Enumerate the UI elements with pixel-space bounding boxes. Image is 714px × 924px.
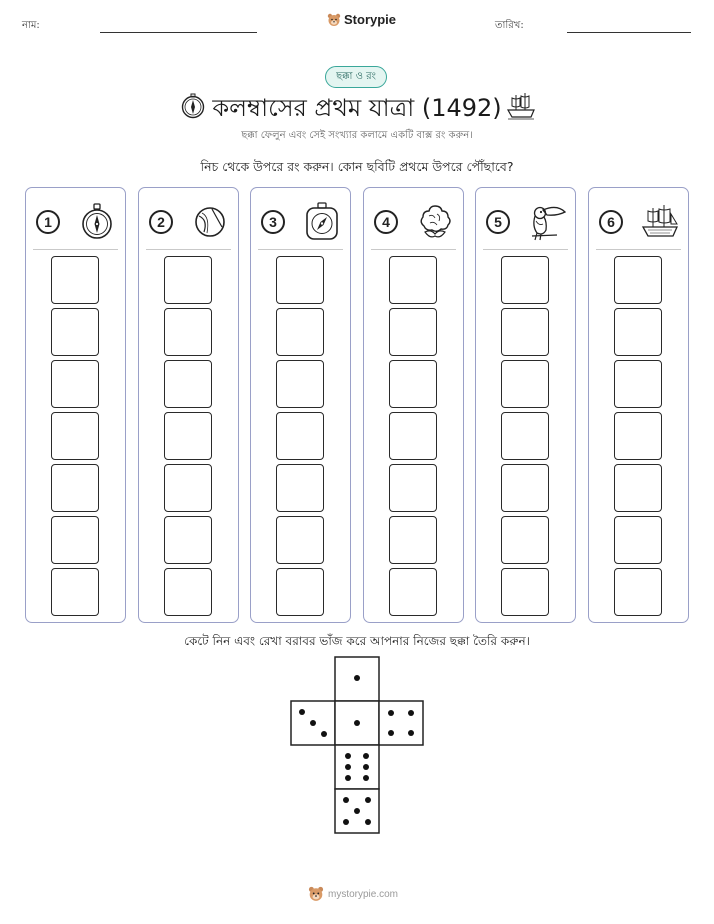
bear-mascot-icon [327, 13, 341, 27]
compass-icon [77, 202, 117, 242]
brand-logo [327, 12, 396, 27]
toucan-bird-icon [527, 202, 567, 242]
coloring-box[interactable] [389, 412, 437, 460]
dice-pip [345, 764, 351, 770]
dice-face-4 [379, 701, 423, 745]
bear-mascot-icon [308, 886, 324, 902]
dice-pip [365, 797, 371, 803]
coloring-box[interactable] [51, 256, 99, 304]
coloring-box[interactable] [164, 256, 212, 304]
coloring-box[interactable] [164, 516, 212, 564]
coloring-box[interactable] [501, 308, 549, 356]
coloring-box[interactable] [164, 412, 212, 460]
coloring-box[interactable] [51, 308, 99, 356]
dice-pip [299, 709, 305, 715]
coloring-box[interactable] [614, 412, 662, 460]
coloring-box[interactable] [276, 568, 324, 616]
column-1 [25, 187, 126, 623]
name-label: নাম: [22, 20, 40, 31]
coloring-box[interactable] [389, 308, 437, 356]
coloring-box[interactable] [276, 360, 324, 408]
column-divider [258, 249, 343, 250]
column-5 [475, 187, 576, 623]
date-label: তারিখ: [495, 20, 524, 31]
coloring-box[interactable] [389, 360, 437, 408]
column-2 [138, 187, 239, 623]
dice-pip [354, 808, 360, 814]
coloring-box[interactable] [501, 516, 549, 564]
coloring-box[interactable] [164, 464, 212, 512]
activity-badge: ছক্কা ও রং [325, 66, 387, 88]
dice-pip [363, 775, 369, 781]
subtitle: ছক্কা ফেলুন এবং সেই সংখ্যার কলামে একটি বাক্স রং করুন। [241, 130, 473, 141]
dice-pip [343, 819, 349, 825]
dice-pip [365, 819, 371, 825]
dice-net[interactable] [290, 656, 424, 836]
coloring-box[interactable] [389, 516, 437, 564]
coloring-box[interactable] [51, 568, 99, 616]
dice-pip [345, 775, 351, 781]
sailing-ship-icon [640, 202, 680, 242]
coloring-box[interactable] [51, 464, 99, 512]
coloring-box[interactable] [614, 360, 662, 408]
dice-pip [343, 797, 349, 803]
column-number: 4 [374, 210, 398, 234]
column-4 [363, 187, 464, 623]
coloring-box[interactable] [614, 464, 662, 512]
column-number: 6 [599, 210, 623, 234]
ship-icon [505, 91, 537, 121]
coloring-box[interactable] [276, 256, 324, 304]
column-number: 1 [36, 210, 60, 234]
dice-pip [388, 730, 394, 736]
column-3 [250, 187, 351, 623]
column-number: 2 [149, 210, 173, 234]
cut-instruction: কেটে নিন এবং রেখা বরাবর ভাঁজ করে আপনার নিজের ছক্কা তৈরি করুন। [184, 634, 530, 648]
dice-pip [345, 753, 351, 759]
dice-pip [408, 730, 414, 736]
coloring-box[interactable] [51, 360, 99, 408]
coloring-box[interactable] [501, 412, 549, 460]
coloring-box[interactable] [614, 308, 662, 356]
coloring-box[interactable] [501, 464, 549, 512]
column-divider [371, 249, 456, 250]
coloring-box[interactable] [614, 516, 662, 564]
column-number: 3 [261, 210, 285, 234]
dice-pip [363, 753, 369, 759]
coloring-box[interactable] [389, 568, 437, 616]
dice-face-6 [335, 745, 379, 789]
instruction-text: নিচ থেকে উপরে রং করুন। কোন ছবিটি প্রথমে উপরে পৌঁছাবে? [200, 159, 514, 174]
dice-pip [310, 720, 316, 726]
date-line[interactable] [567, 32, 691, 33]
dice-pip [408, 710, 414, 716]
coloring-box[interactable] [51, 412, 99, 460]
column-divider [33, 249, 118, 250]
coloring-box[interactable] [164, 360, 212, 408]
cotton-flower-icon [415, 202, 455, 242]
column-divider [483, 249, 568, 250]
column-number: 5 [486, 210, 510, 234]
dice-pip [388, 710, 394, 716]
dice-pip [321, 731, 327, 737]
coloring-box[interactable] [389, 256, 437, 304]
dice-pip [354, 720, 360, 726]
page-title: কলম্বাসের প্রথম যাত্রা (1492) [212, 94, 502, 122]
coloring-box[interactable] [614, 568, 662, 616]
coloring-box[interactable] [389, 464, 437, 512]
coloring-box[interactable] [614, 256, 662, 304]
column-divider [146, 249, 231, 250]
coloring-box[interactable] [51, 516, 99, 564]
dice-pip [354, 675, 360, 681]
coloring-box[interactable] [164, 308, 212, 356]
dice-pip [363, 764, 369, 770]
column-6 [588, 187, 689, 623]
coloring-box[interactable] [501, 568, 549, 616]
brand-name: Storypie [344, 12, 397, 27]
marble-ball-icon [190, 202, 230, 242]
coloring-box[interactable] [501, 256, 549, 304]
coloring-box[interactable] [276, 308, 324, 356]
coloring-box[interactable] [276, 516, 324, 564]
navigation-compass-icon [302, 202, 342, 242]
footer-site-link[interactable]: mystorypie.com [328, 888, 399, 900]
footer [308, 886, 398, 902]
column-divider [596, 249, 681, 250]
coloring-box[interactable] [276, 412, 324, 460]
coloring-box[interactable] [276, 464, 324, 512]
name-line[interactable] [100, 32, 257, 33]
coloring-box[interactable] [501, 360, 549, 408]
coloring-box[interactable] [164, 568, 212, 616]
